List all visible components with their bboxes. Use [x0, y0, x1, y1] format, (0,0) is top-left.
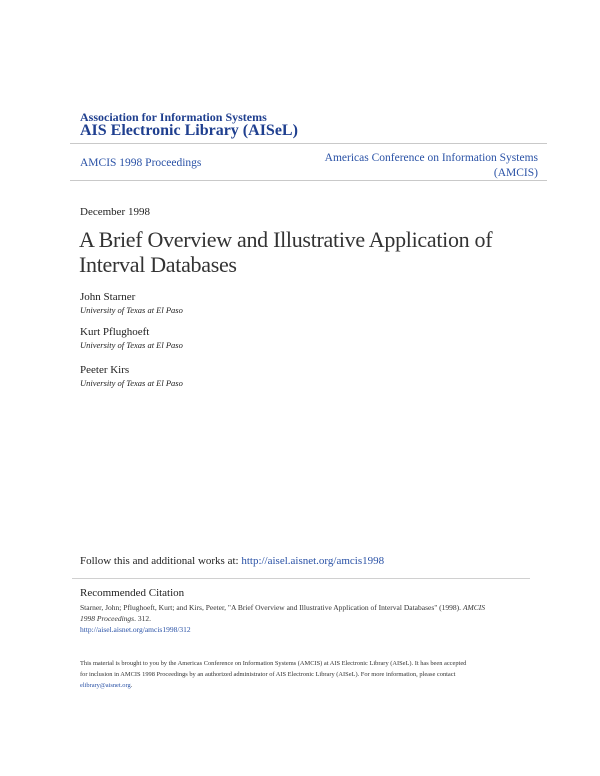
header-bottom-divider [70, 180, 547, 181]
paper-title-line-1: A Brief Overview and Illustrative Application of [79, 227, 493, 252]
follow-link[interactable]: http://aisel.aisnet.org/amcis1998 [241, 555, 385, 567]
author-affiliation: University of Texas at El Paso [80, 378, 183, 388]
author-affiliation: University of Texas at El Paso [80, 340, 183, 350]
author-name: Kurt Pflughoeft [80, 326, 150, 338]
association-name: Association for Information Systems [80, 110, 267, 124]
contact-email-link[interactable]: elibrary@aisnet.org [80, 682, 131, 689]
citation-link[interactable]: http://aisel.aisnet.org/amcis1998/312 [80, 625, 191, 634]
paper-title [79, 227, 549, 277]
citation-venue-a: AMCIS [462, 603, 486, 612]
header-top-divider [70, 143, 547, 144]
citation-body: Starner, John; Pflughoeft, Kurt; and Kirs, Peeter, "A Brief Overview and Illustrative Application of Interval Databases" (1998). [80, 603, 463, 612]
author-name: John Starner [80, 291, 136, 303]
citation-divider [72, 578, 530, 579]
author-block [80, 364, 183, 389]
conference-line-2: (AMCIS) [493, 167, 538, 179]
citation-text [80, 602, 530, 635]
conference-link[interactable] [298, 151, 538, 181]
notice-line-1: This material is brought to you by the Americas Conference on Information Systems (AMCIS) at AIS Electronic Library (AISeL). It has been accepted [80, 660, 467, 667]
publication-date: December 1998 [80, 206, 150, 218]
conference-line-1: Americas Conference on Information Systems [324, 152, 538, 164]
author-name: Peeter Kirs [80, 364, 130, 376]
citation-venue-b: 1998 Proceedings [80, 614, 135, 623]
library-name[interactable]: AIS Electronic Library (AISeL) [80, 122, 298, 139]
author-block [80, 291, 183, 316]
notice-end: . [130, 682, 133, 689]
proceedings-link[interactable]: AMCIS 1998 Proceedings [80, 157, 202, 169]
follow-line [80, 555, 384, 567]
citation-page: . 312. [134, 614, 151, 623]
notice-line-2: for inclusion in AMCIS 1998 Proceedings by an authorized administrator of AIS Electronic Library (AISeL). For more information, please contact [80, 671, 456, 678]
follow-text: Follow this and additional works at: [80, 555, 242, 567]
author-block [80, 326, 183, 351]
author-affiliation: University of Texas at El Paso [80, 305, 183, 315]
paper-title-line-2: Interval Databases [79, 252, 237, 277]
library-notice [80, 658, 530, 691]
recommended-citation-heading: Recommended Citation [80, 587, 185, 599]
